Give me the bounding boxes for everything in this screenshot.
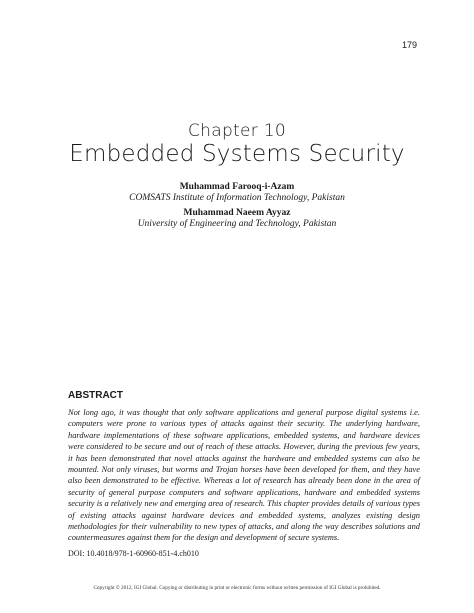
abstract-heading: ABSTRACT bbox=[68, 390, 123, 401]
chapter-title: Embedded Systems Security bbox=[69, 141, 405, 167]
abstract-text: Not long ago, it was thought that only software applications and general purpose digital systems i.e. computers were prone to various types of attacks against their security. The underlying hardware, hardware implementations of these software applications, embedded systems, and hardware devices were considered to be secure and out of reach of these attacks. However, during the previous few years, it has been demonstrated that novel attacks against the hardware and embedded systems can also be mounted. Not only viruses, but worms and Trojan horses have been developed for them, and they have also been demonstrated to be effective. Whereas a lot of research has already been done in the area of security of general purpose computers and software applications, hardware and embedded systems security is a relatively new and emerging area of research. This chapter provides details of various types of existing attacks against hardware devices and embedded systems, analyzes existing design methodologies for their vulnerability to new types of attacks, and along the way describes solutions and countermeasures against them for the design and development of secure systems. bbox=[68, 408, 420, 543]
author-name: Muhammad Naeem Ayyaz bbox=[183, 208, 291, 218]
copyright-notice: Copyright © 2012, IGI Global. Copying or distributing in print or electronic forms without written permission of IGI Global is prohibited. bbox=[93, 585, 381, 591]
author-name: Muhammad Farooq-i-Azam bbox=[179, 182, 295, 192]
page-number: 179 bbox=[402, 40, 418, 50]
author-affiliation: COMSATS Institute of Information Technology, Pakistan bbox=[129, 193, 345, 203]
doi: DOI: 10.4018/978-1-60960-851-4.ch010 bbox=[68, 549, 199, 558]
author-block bbox=[0, 208, 474, 230]
author-block bbox=[0, 182, 474, 204]
chapter-label: Chapter 10 bbox=[187, 121, 286, 141]
author-affiliation: University of Engineering and Technology, Pakistan bbox=[137, 219, 337, 229]
